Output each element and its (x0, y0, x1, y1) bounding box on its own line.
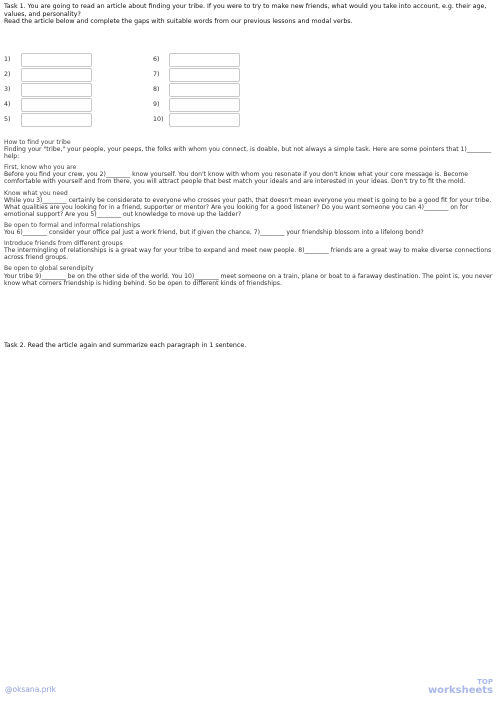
article-text (4, 139, 496, 291)
topworksheets-logo (428, 679, 493, 696)
paragraph-heading: Be open to formal and informal relationships (4, 221, 141, 229)
paragraph-text: The intermingling of relationships is a great way for your tribe to expand and meet new people. 8)________ friends are a great way to make diverse connections across friend groups. (4, 247, 492, 262)
paragraph-heading: Be open to global serendipity (4, 265, 94, 273)
gap-answer-input-5[interactable] (21, 113, 92, 127)
gap-number: 4) (4, 101, 11, 108)
task1-directions: Read the article below and complete the gaps with suitable words from our previous lessons and modal verbs. (4, 18, 353, 26)
gap-answer-input-1[interactable] (21, 53, 92, 67)
gap-answer-input-8[interactable] (169, 83, 240, 97)
task1-question: Task 1. You are going to read an article about finding your tribe. If you were to try to make new friends, what would you take into account, e.g. their age, values, and personality? (4, 3, 487, 18)
gap-answer-input-10[interactable] (169, 113, 240, 127)
paragraph-heading: Introduce friends from different groups (4, 240, 123, 248)
gap-number: 7) (153, 71, 160, 78)
gap-answer-input-3[interactable] (21, 83, 92, 97)
gap-number: 5) (4, 116, 11, 123)
gap-answer-input-2[interactable] (21, 68, 92, 82)
author-handle: @oksana.prik (5, 685, 56, 694)
gap-answer-input-9[interactable] (169, 98, 240, 112)
gap-number: 6) (153, 56, 160, 63)
task1-instructions (4, 3, 494, 26)
gap-number: 3) (4, 86, 11, 93)
gap-answer-input-6[interactable] (169, 53, 240, 67)
gap-number: 10) (153, 116, 164, 123)
gap-number: 2) (4, 71, 11, 78)
paragraph-text: While you 3)________ certainly be considerate to everyone who crosses your path, that doesn't mean everyone you meet is going to be a good fit for your tribe. What qualities are you looking for in a friend, supporter or mentor? Are you looking for a good listener? Do you want someone you can 4)________ on for emotional support? Are you 5)________ out knowledge to move up the ladder? (4, 196, 492, 218)
paragraph-text: You 6)________ consider your office pal just a work friend, but if given the chance, 7)________ your friendship blossom into a lifelong bond? (4, 229, 424, 237)
paragraph-text: Before you find your crew, you 2)________ know yourself. You don't know with whom you resonate if you don't know what your core message is. Become comfortable with yourself and from there, you will attract people that best match your ideals and are interested in your ideas. Don't try to fit the mold. (4, 171, 469, 186)
gap-number: 1) (4, 56, 11, 63)
paragraph-heading: Know what you need (4, 189, 68, 197)
logo-top-text: TOP (477, 678, 493, 686)
paragraph-text: Your tribe 9)________ be on the other side of the world. You 10)________ meet someone on a train, plane or boat to a faraway destination. The point is, you never know what corners friendship is hiding behind. So be open to different kinds of friendships. (4, 272, 493, 287)
task2-instructions: Task 2. Read the article again and summarize each paragraph in 1 sentence. (4, 342, 247, 349)
gap-number: 9) (153, 101, 160, 108)
gap-number: 8) (153, 86, 160, 93)
paragraph-heading: How to find your tribe (4, 139, 71, 146)
paragraph-text: Finding your "tribe," your people, your peeps, the folks with whom you connect, is doable, but not always a simple task. Here are some pointers that 1)________ help: (4, 146, 492, 161)
gap-answer-input-4[interactable] (21, 98, 92, 112)
gap-answer-input-7[interactable] (169, 68, 240, 82)
logo-bottom-text: worksheets (427, 685, 493, 696)
paragraph-heading: First, know who you are (4, 164, 77, 172)
